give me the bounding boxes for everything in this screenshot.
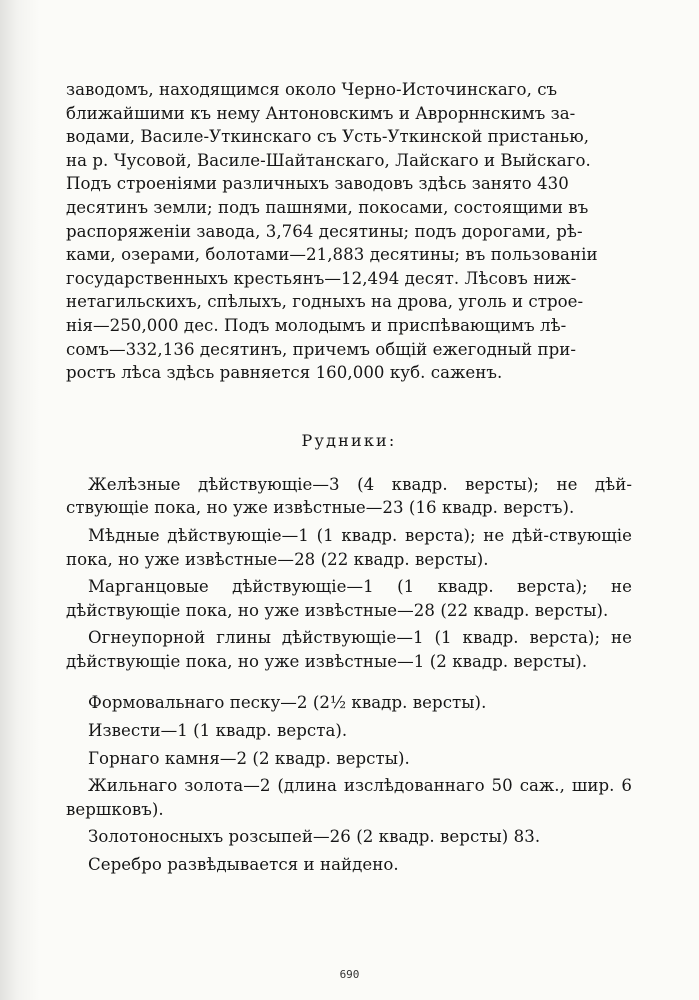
intro-line: ростъ лѣса здѣсь равняется 160,000 куб. саженъ. — [66, 363, 503, 383]
page-number: 690 — [339, 968, 360, 981]
list-item-vein-gold: Жильнаго золота—2 (длина изслѣдованнаго 50 саж., шир. 6 вершковъ). — [66, 776, 632, 819]
list-item-copper: Мѣдные дѣйствующіе—1 (1 квадр. верста); не дѣй-ствующіе пока, но уже извѣстные—28 (22 квадр. версты). — [66, 525, 632, 569]
page-text — [66, 78, 632, 877]
list-item-iron: Желѣзные дѣйствующіе—3 (4 квадр. версты); не дѣй-ствующіе пока, но уже извѣстные—23 (16 квадр. верстъ). — [66, 474, 632, 518]
list-item-lime: Извести—1 (1 квадр. верста). — [88, 721, 348, 741]
list-item-silver: Серебро развѣдывается и найдено. — [88, 855, 399, 875]
list-item-manganese: Марганцовые дѣйствующіе—1 (1 квадр. верста); не дѣйствующіе пока, но уже извѣстные—28 (22 квадр. версты). — [66, 577, 632, 620]
intro-paragraph — [66, 78, 632, 385]
intro-line: нетагильскихъ, спѣлыхъ, годныхъ на дрова, уголь и строе- — [66, 292, 584, 312]
intro-line: ближайшими къ нему Антоновскимъ и Аврорннскимъ за- — [66, 103, 576, 123]
intro-line: десятинъ земли; подъ пашнями, покосами, состоящими въ — [66, 197, 589, 217]
list-item-placer-gold: Золотоносныхъ розсыпей—26 (2 квадр. версты) 83. — [88, 827, 541, 847]
intro-line: ками, озерами, болотами—21,883 десятины; въ пользованіи — [66, 245, 598, 265]
list-item-fireclay: Огнеупорной глины дѣйствующіе—1 (1 квадр. верста); не дѣйствующіе пока, но уже извѣстные—1 (2 квадр. версты). — [66, 628, 632, 671]
intro-line: государственныхъ крестьянъ—12,494 десят. Лѣсовъ ниж- — [66, 268, 577, 288]
intro-line: водами, Василе-Уткинскаго съ Усть-Уткинской пристанью, — [66, 127, 590, 147]
intro-line: нія—250,000 дес. Подъ молодымъ и приспѣвающимъ лѣ- — [66, 315, 567, 335]
intro-line: Подъ строеніями различныхъ заводовъ здѣсь занято 430 — [66, 174, 569, 194]
intro-line: заводомъ, находящимся около Черно-Источинскаго, съ — [66, 80, 558, 99]
intro-line: на р. Чусовой, Василе-Шайтанскаго, Лайскаго и Выйскаго. — [66, 150, 591, 170]
section-title: Рудники: — [301, 430, 397, 450]
intro-line: сомъ—332,136 десятинъ, причемъ общій ежегодный при- — [66, 339, 577, 359]
intro-line: распоряженіи завода, 3,764 десятины; подъ дорогами, рѣ- — [66, 221, 583, 241]
list-item-molding-sand: Формовальнаго песку—2 (2½ квадр. версты). — [88, 693, 487, 713]
list-item-stone: Горнаго камня—2 (2 квадр. версты). — [88, 748, 410, 768]
